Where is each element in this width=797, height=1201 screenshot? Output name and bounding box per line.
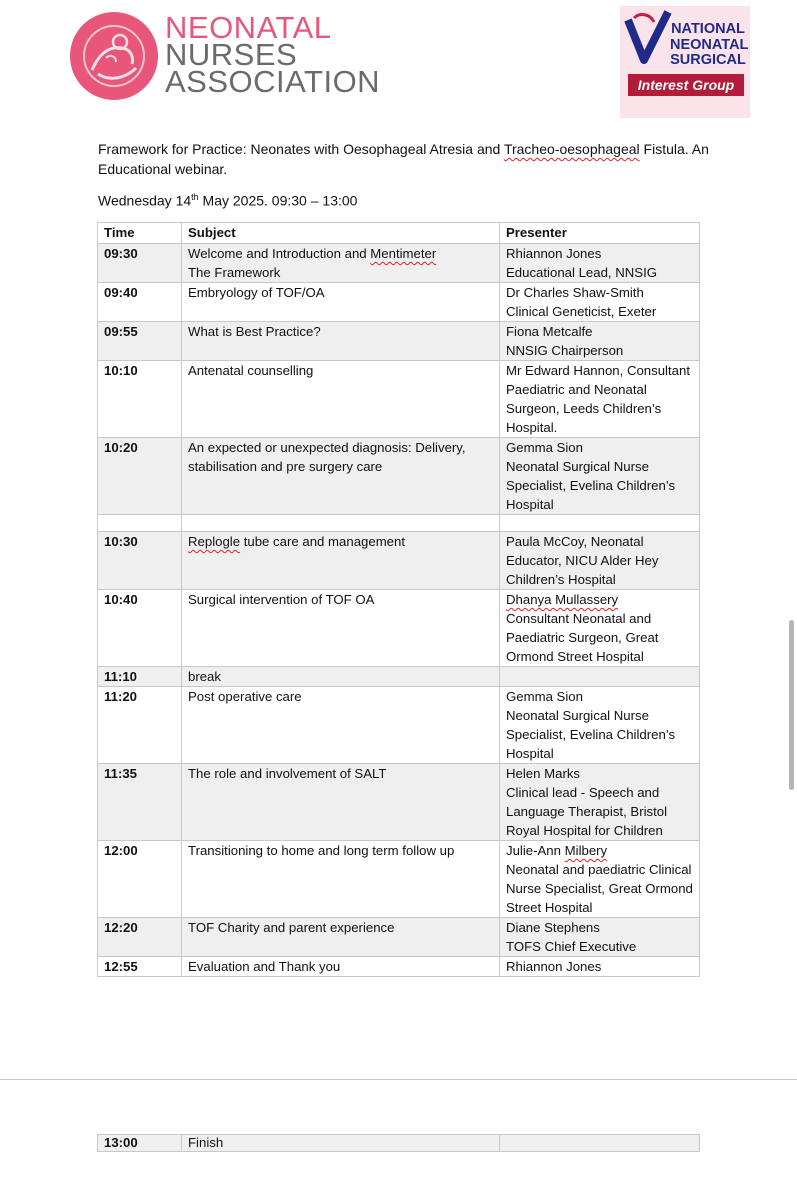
row-presenter xyxy=(500,438,700,515)
empty-cell xyxy=(500,515,700,532)
presenter-role: Neonatal Surgical Nurse Specialist, Evelina Children’s Hospital xyxy=(506,708,676,761)
row-presenter xyxy=(500,283,700,322)
row-time: 11:10 xyxy=(98,667,182,687)
presenter-name: Gemma Sion xyxy=(506,689,583,704)
subject-text-2: The Framework xyxy=(188,265,281,280)
nnsig-logo xyxy=(620,6,750,118)
nnsig-logo-line3: SURGICAL xyxy=(670,52,746,68)
row-presenter: Paula McCoy, Neonatal Educator, NICU Alder Hey Children’s Hospital xyxy=(500,532,700,590)
row-time: 11:35 xyxy=(98,764,182,841)
presenter-name: Rhiannon Jones xyxy=(506,246,602,261)
nna-logo-line3: ASSOCIATION xyxy=(165,64,381,99)
document-title xyxy=(98,139,718,179)
table-row xyxy=(98,687,700,764)
table-row xyxy=(98,590,700,667)
date-rest: May 2025. 09:30 – 13:00 xyxy=(198,192,358,209)
table-row xyxy=(98,1135,700,1152)
nna-emblem-icon xyxy=(70,12,158,100)
table-row-empty xyxy=(98,515,700,532)
nna-logo-line2: NURSES xyxy=(165,37,298,72)
presenter-role: Educational Lead, NNSIG xyxy=(506,265,658,280)
nna-logo xyxy=(70,12,390,102)
row-subject xyxy=(182,532,500,590)
nnsig-logo-interest-group: Interest Group xyxy=(628,74,744,96)
row-time: 09:55 xyxy=(98,322,182,361)
row-presenter xyxy=(500,687,700,764)
table-row xyxy=(98,532,700,590)
presenter-role: NNSIG Chairperson xyxy=(506,343,624,358)
presenter-role: Neonatal and paediatric Clinical Nurse Specialist, Great Ormond Street Hospital xyxy=(506,862,693,915)
table-row xyxy=(98,764,700,841)
row-presenter xyxy=(500,322,700,361)
row-subject: Antenatal counselling xyxy=(182,361,500,438)
row-presenter xyxy=(500,764,700,841)
nna-logo-line1: NEONATAL xyxy=(165,10,332,45)
row-subject: Evaluation and Thank you xyxy=(182,957,500,977)
header-presenter: Presenter xyxy=(500,223,700,244)
row-subject: break xyxy=(182,667,500,687)
title-text-1: Framework for Practice: Neonates with Oesophageal Atresia and xyxy=(98,141,504,157)
date-day: Wednesday 14 xyxy=(98,192,192,209)
row-subject: Surgical intervention of TOF OA xyxy=(182,590,500,667)
presenter-role: TOFS Chief Executive xyxy=(506,939,637,954)
row-time: 10:40 xyxy=(98,590,182,667)
empty-cell xyxy=(182,515,500,532)
finish-table xyxy=(97,1134,700,1152)
row-subject: What is Best Practice? xyxy=(182,322,500,361)
nnsig-tick-icon xyxy=(624,10,674,72)
presenter-role: Neonatal Surgical Nurse Specialist, Evelina Children’s Hospital xyxy=(506,459,676,512)
row-subject: TOF Charity and parent experience xyxy=(182,918,500,957)
row-presenter xyxy=(500,1135,700,1152)
schedule-table xyxy=(97,222,700,977)
presenter-name: Diane Stephens xyxy=(506,920,600,935)
row-presenter: Mr Edward Hannon, Consultant Paediatric and Neonatal Surgeon, Leeds Children’s Hospital. xyxy=(500,361,700,438)
table-row xyxy=(98,438,700,515)
row-time: 12:55 xyxy=(98,957,182,977)
table-row xyxy=(98,918,700,957)
subject-text: tube care and management xyxy=(240,534,406,549)
presenter-spellcheck-name: Dhanya Mullassery xyxy=(506,592,619,607)
table-row xyxy=(98,361,700,438)
row-subject xyxy=(182,244,500,283)
nnsig-logo-line2: NEONATAL xyxy=(670,36,749,53)
event-date xyxy=(98,192,357,209)
row-subject: Post operative care xyxy=(182,687,500,764)
title-text-2: Fistula. An Educational webinar. xyxy=(98,141,709,177)
row-time: 09:40 xyxy=(98,283,182,322)
table-header-row xyxy=(98,223,700,244)
date-suffix: th xyxy=(191,192,199,202)
header-subject: Subject xyxy=(182,223,500,244)
presenter-name: Gemma Sion xyxy=(506,440,583,455)
table-row xyxy=(98,244,700,283)
subject-text: Welcome and Introduction and xyxy=(188,246,371,261)
row-presenter xyxy=(500,918,700,957)
row-time: 12:20 xyxy=(98,918,182,957)
subject-spellcheck-word: Replogle xyxy=(188,534,241,549)
nnsig-logo-line1: NATIONAL xyxy=(671,21,745,37)
row-presenter xyxy=(500,590,700,667)
vertical-scrollbar[interactable] xyxy=(789,620,794,790)
presenter-spellcheck-name: Milbery xyxy=(564,843,608,858)
row-time: 11:20 xyxy=(98,687,182,764)
subject-spellcheck-word: Mentimeter xyxy=(370,246,437,261)
row-subject: An expected or unexpected diagnosis: Delivery, stabilisation and pre surgery care xyxy=(182,438,500,515)
presenter-name: Dr Charles Shaw-Smith xyxy=(506,285,644,300)
row-time: 09:30 xyxy=(98,244,182,283)
presenter-role: Clinical lead - Speech and Language Therapist, Bristol Royal Hospital for Children xyxy=(506,785,668,838)
row-subject: The role and involvement of SALT xyxy=(182,764,500,841)
row-presenter xyxy=(500,841,700,918)
row-presenter xyxy=(500,667,700,687)
table-row xyxy=(98,667,700,687)
row-subject: Finish xyxy=(182,1135,500,1152)
row-subject: Transitioning to home and long term follow up xyxy=(182,841,500,918)
row-time: 10:30 xyxy=(98,532,182,590)
presenter-name: Fiona Metcalfe xyxy=(506,324,593,339)
row-time: 12:00 xyxy=(98,841,182,918)
presenter-role: Consultant Neonatal and Paediatric Surgeon, Great Ormond Street Hospital xyxy=(506,611,659,664)
table-row xyxy=(98,957,700,977)
row-presenter: Rhiannon Jones xyxy=(500,957,700,977)
row-time: 10:20 xyxy=(98,438,182,515)
empty-cell xyxy=(98,515,182,532)
table-row xyxy=(98,322,700,361)
presenter-name: Helen Marks xyxy=(506,766,581,781)
row-time: 10:10 xyxy=(98,361,182,438)
row-time: 13:00 xyxy=(98,1135,182,1152)
row-subject: Embryology of TOF/OA xyxy=(182,283,500,322)
title-spellcheck-word: Tracheo-oesophageal xyxy=(503,141,640,157)
presenter-name: Julie-Ann xyxy=(506,843,565,858)
presenter-role: Clinical Geneticist, Exeter xyxy=(506,304,657,319)
table-row xyxy=(98,841,700,918)
row-presenter xyxy=(500,244,700,283)
table-row xyxy=(98,283,700,322)
header-time: Time xyxy=(98,223,182,244)
